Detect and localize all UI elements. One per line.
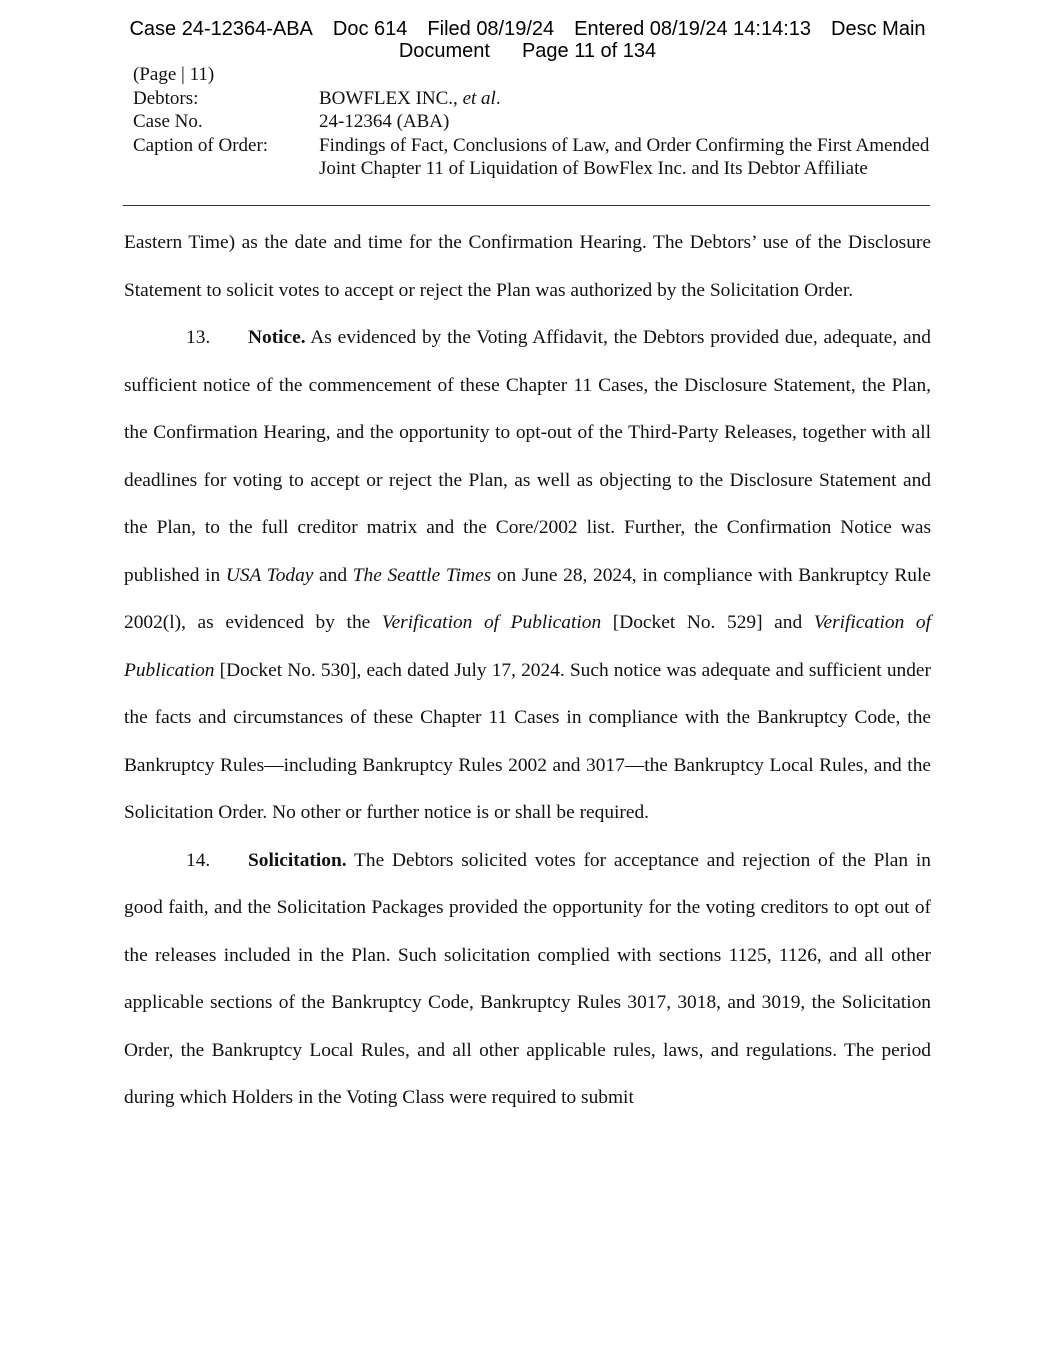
court-filing-header xyxy=(0,18,1055,62)
paragraph-13 xyxy=(124,314,931,837)
caption-divider xyxy=(123,205,930,206)
debtors-et-al: et al xyxy=(462,87,496,109)
case-number-stamp: Case 24-12364-ABA xyxy=(129,18,313,40)
caption-value-case: 24-12364 (ABA) xyxy=(319,111,450,132)
entered-date-stamp: Entered 08/19/24 14:14:13 xyxy=(574,18,812,40)
paragraph-14-text: The Debtors solicited votes for acceptance and rejection of the Plan in good faith, and the Solicitation Packages provided the opportunity for the voting creditors to opt out of the releases included in the Plan. Such solicitation complied with sections 1125, 1126, and all other applicable sections of the Bankruptcy Code, Bankruptcy Rules 3017, 3018, and 3019, the Solicitation Order, the Bankruptcy Local Rules, and all other applicable rules, laws, and regulations. The period during which Holders in the Voting Class were required to submit xyxy=(124,849,931,1108)
paragraph-13-italic-seattle-times: The Seattle Times xyxy=(352,564,492,586)
court-header-line-1 xyxy=(0,18,1055,40)
caption-row-debtors xyxy=(133,87,930,111)
document-label-stamp: Document xyxy=(398,40,490,62)
paragraph-13-text-3: on June 28, 2024, in compliance with Bankruptcy Rule 2002(l), as evidenced by the xyxy=(124,564,931,633)
caption-label-order: Caption of Order: xyxy=(133,134,269,156)
page-count-stamp: Page 11 of 134 xyxy=(521,40,657,62)
paragraph-13-text-5: [Docket No. 530], each dated July 17, 2024. Such notice was adequate and sufficient under the facts and circumstances of these Chapter 11 Cases in compliance with the Bankruptcy Code, the Bankruptcy Rules—including Bankruptcy Rules 2002 and 3017—the Bankruptcy Local Rules, and the Solicitation Order. No other or further notice is or shall be required. xyxy=(124,659,931,823)
paragraph-13-italic-verification-2: Verification of Publication xyxy=(124,612,931,681)
caption-value-order: Findings of Fact, Conclusions of Law, and Order Confirming the First Amended Joint Chapter 11 of Liquidation of BowFlex Inc. and Its Debtor Affiliate xyxy=(319,134,930,179)
debtors-period: . xyxy=(495,87,501,109)
paragraph-13-text-2: and xyxy=(313,564,353,586)
continuation-paragraph: Eastern Time) as the date and time for the Confirmation Hearing. The Debtors’ use of the Disclosure Statement to solicit votes to accept or reject the Plan was authorized by the Solicitation Order. xyxy=(124,232,931,301)
paragraph-13-text-1: As evidenced by the Voting Affidavit, the Debtors provided due, adequate, and sufficient notice of the commencement of these Chapter 11 Cases, the Disclosure Statement, the Plan, the Confirmation Hearing, and the opportunity to opt-out of the Third-Party Releases, together with all deadlines for voting to accept or reject the Plan, as well as objecting to the Disclosure Statement and the Plan, to the full creditor matrix and the Core/2002 list. Further, the Confirmation Notice was published in xyxy=(124,327,931,586)
paragraph-13-heading: Notice. xyxy=(248,327,306,348)
paragraph-14-heading: Solicitation. xyxy=(248,849,347,871)
caption-page-ref: (Page | 11) xyxy=(133,64,215,85)
document-body xyxy=(124,219,931,1122)
debtors-name: BOWFLEX INC., xyxy=(319,87,463,109)
caption-label-case: Case No. xyxy=(133,111,203,132)
caption-row-case xyxy=(133,110,930,134)
paragraph-14-number: 14. xyxy=(186,849,211,871)
order-caption-block xyxy=(133,63,930,181)
caption-value-debtors xyxy=(319,87,930,111)
caption-row-order xyxy=(133,134,930,181)
desc-stamp: Desc Main xyxy=(831,18,926,40)
paragraph-13-italic-usa-today: USA Today xyxy=(225,564,314,586)
paragraph-13-italic-verification-1: Verification of Publication xyxy=(381,612,602,633)
paragraph-13-number: 13. xyxy=(186,327,211,348)
caption-label-debtors: Debtors: xyxy=(133,87,199,109)
paragraph-13-text-4: [Docket No. 529] and xyxy=(601,612,814,633)
doc-number-stamp: Doc 614 xyxy=(332,18,408,40)
court-header-line-2 xyxy=(0,40,1055,62)
filed-date-stamp: Filed 08/19/24 xyxy=(427,18,555,40)
paragraph-14 xyxy=(124,837,931,1122)
